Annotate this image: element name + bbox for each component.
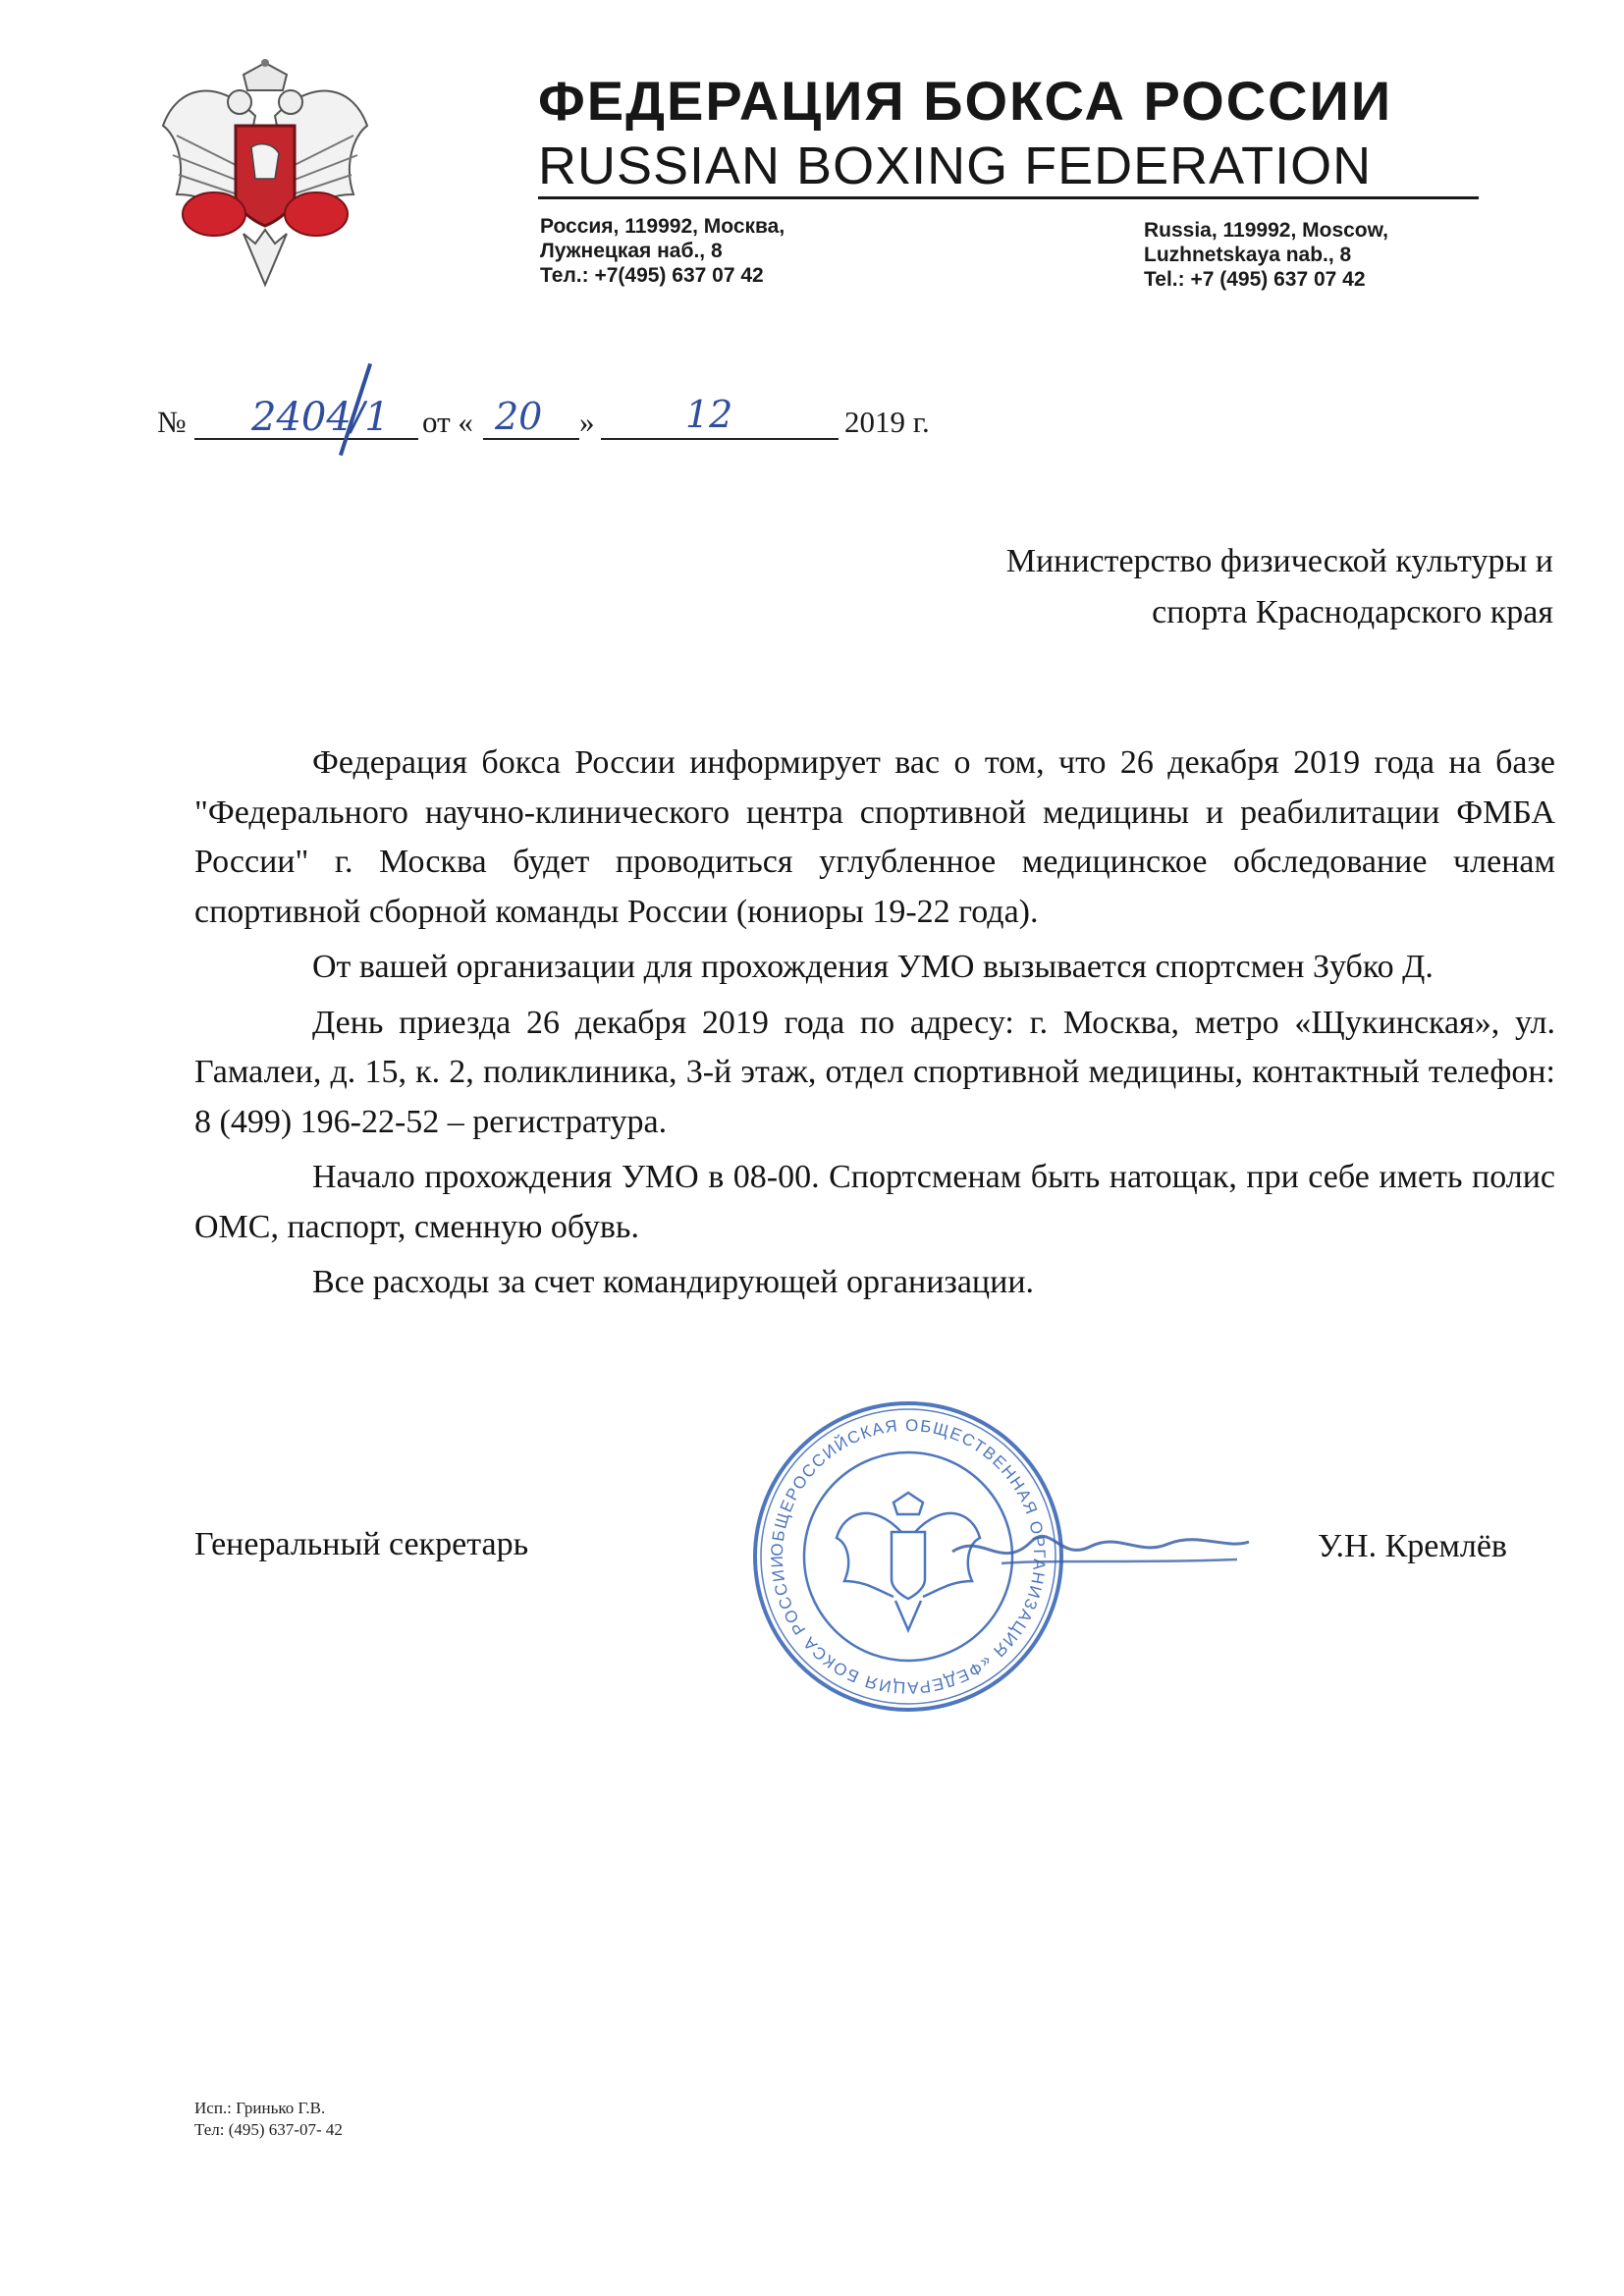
address-en [1144,218,1388,292]
handwritten-signature [943,1503,1257,1591]
stamp-ring-text: ОБЩЕРОССИЙСКАЯ ОБЩЕСТВЕННАЯ ОРГАНИЗАЦИЯ «ФЕДЕРАЦИЯ БОКСА РОССИИ [767,1415,1050,1698]
signatory-title: Генеральный секретарь [194,1526,529,1562]
letter-body [194,738,1555,1308]
address-ru-line: Россия, 119992, Москва, [540,215,785,238]
address-ru-line: Лужнецкая наб., 8 [540,240,723,262]
body-paragraph: Все расходы за счет командирующей организации. [312,1264,1035,1300]
federation-emblem [157,57,373,298]
date-year: 2019 г. [844,405,930,439]
body-paragraph: Начало прохождения УМО в 08-00. Спортсменам быть натощак, при себе иметь полис ОМС, паспорт, сменную обувь. [194,1159,1555,1245]
recipient-line: Министерство физической культуры и [1005,543,1553,579]
signatory-name: У.Н. Кремлёв [1318,1528,1507,1564]
address-ru [540,214,785,288]
address-en-line: Russia, 119992, Moscow, [1144,219,1389,242]
date-close-quote: » [579,405,595,439]
executor-phone: Тел: (495) 637-07- 42 [194,2120,343,2139]
executor-name: Исп.: Гринько Г.В. [194,2099,326,2117]
address-en-line: Tel.: +7 (495) 637 07 42 [1144,268,1366,291]
body-paragraph: День приезда 26 декабря 2019 года по адресу: г. Москва, метро «Щукинская», ул. Гамалеи, д. 15, к. 2, поликлиника, 3-й этаж, отдел спортивной медицины, контактный телефон: 8 (499) 196-22-52 – регистратура. [194,1004,1555,1140]
month-underline [601,438,839,440]
handwritten-number: 2404/1 [251,395,390,440]
date-from-label: от « [422,405,473,439]
body-paragraph: От вашей организации для прохождения УМО вызывается спортсмен Зубко Д. [312,949,1434,985]
recipient [1006,536,1553,638]
recipient-line: спорта Краснодарского края [1152,594,1553,630]
handwritten-day: 20 [495,395,543,438]
organization-name-ru: ФЕДЕРАЦИЯ БОКСА РОССИИ [538,70,1393,132]
address-ru-line: Тел.: +7(495) 637 07 42 [540,264,764,287]
day-underline [483,438,579,440]
number-label: № [157,405,187,439]
body-paragraph: Федерация бокса России информирует вас о том, что 26 декабря 2019 года на базе "Федерального научно-клинического центра спортивной медицины и реабилитации ФМБА России" г. Москва будет проводиться углубленное медицинское обследование членам спортивной сборной команды России (юниоры 19-22 года). [194,744,1555,930]
address-en-line: Luzhnetskaya nab., 8 [1144,244,1352,266]
letterhead-divider [538,196,1479,199]
organization-name-en: RUSSIAN BOXING FEDERATION [538,137,1373,195]
executor-info [194,2098,343,2141]
handwritten-month: 12 [685,393,733,436]
